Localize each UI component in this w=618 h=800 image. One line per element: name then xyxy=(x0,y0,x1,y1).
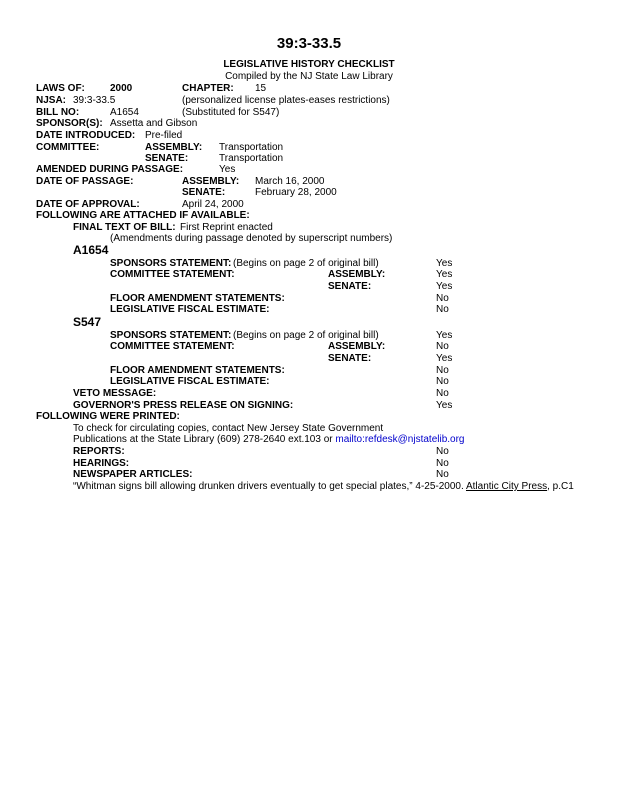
s547-sponsors-note: (Begins on page 2 of original bill) xyxy=(233,330,379,341)
bill-no-label: BILL NO: xyxy=(36,107,80,118)
passage-assembly-label: ASSEMBLY: xyxy=(182,176,240,187)
committee-assembly-label: ASSEMBLY: xyxy=(145,142,203,153)
email-link[interactable]: mailto:refdesk@njstatelib.org xyxy=(335,434,465,445)
njsa-label: NJSA: xyxy=(36,95,67,106)
chapter-label: CHAPTER: xyxy=(182,83,234,94)
article-page: , p.C1 xyxy=(547,481,574,492)
approval-value: April 24, 2000 xyxy=(182,199,244,210)
s547-sponsors-value: Yes xyxy=(436,330,453,341)
newspaper-value: No xyxy=(436,469,449,480)
approval-label: DATE OF APPROVAL: xyxy=(36,199,140,210)
sponsors-label: SPONSOR(S): xyxy=(36,118,103,129)
sponsors-value: Assetta and Gibson xyxy=(110,118,198,129)
final-text-label: FINAL TEXT OF BILL: xyxy=(73,222,176,233)
s547-sponsors-label: SPONSORS STATEMENT: xyxy=(110,330,232,341)
amended-label: AMENDED DURING PASSAGE: xyxy=(36,164,184,175)
veto-value: No xyxy=(436,388,449,399)
s547-floor-label: FLOOR AMENDMENT STATEMENTS: xyxy=(110,365,285,376)
laws-of-label: LAWS OF: xyxy=(36,83,85,94)
committee-label: COMMITTEE: xyxy=(36,142,100,153)
njsa-note: (personalized license plates-eases restrictions) xyxy=(182,95,390,106)
passage-label: DATE OF PASSAGE: xyxy=(36,176,134,187)
passage-senate-value: February 28, 2000 xyxy=(255,187,337,198)
hearings-value: No xyxy=(436,458,449,469)
committee-senate-label: SENATE: xyxy=(145,153,189,164)
hearings-label: HEARINGS: xyxy=(73,458,130,469)
amended-value: Yes xyxy=(219,164,236,175)
printed-contact-line1: To check for circulating copies, contact New Jersey State Government xyxy=(73,423,384,434)
a1654-committee-assembly-value: Yes xyxy=(436,269,453,280)
committee-assembly-value: Transportation xyxy=(219,142,284,153)
a1654-floor-label: FLOOR AMENDMENT STATEMENTS: xyxy=(110,293,285,304)
printed-contact-text: Publications at the State Library (609) 278-2640 ext.103 or xyxy=(73,434,336,445)
a1654-fiscal-label: LEGISLATIVE FISCAL ESTIMATE: xyxy=(110,304,270,315)
reports-value: No xyxy=(436,446,449,457)
final-text-value: First Reprint enacted xyxy=(180,222,273,233)
printed-contact-line2 xyxy=(73,434,465,446)
bill-substitution-note: (Substituted for S547) xyxy=(182,107,280,118)
a1654-heading: A1654 xyxy=(73,243,109,257)
a1654-committee-label: COMMITTEE STATEMENT: xyxy=(110,269,235,280)
s547-committee-assembly-label: ASSEMBLY: xyxy=(328,341,386,352)
a1654-committee-senate-value: Yes xyxy=(436,281,453,292)
s547-heading: S547 xyxy=(73,315,102,329)
a1654-committee-senate-label: SENATE: xyxy=(328,281,372,292)
statute-heading: 39:3-33.5 xyxy=(276,35,342,52)
compiled-by: Compiled by the NJ State Law Library xyxy=(225,71,393,82)
s547-committee-senate-value: Yes xyxy=(436,353,453,364)
veto-label: VETO MESSAGE: xyxy=(73,388,157,399)
amendment-note: (Amendments during passage denoted by superscript numbers) xyxy=(110,233,393,244)
passage-senate-label: SENATE: xyxy=(182,187,226,198)
s547-committee-label: COMMITTEE STATEMENT: xyxy=(110,341,235,352)
article-text: “Whitman signs bill allowing drunken drivers eventually to get special plates,” 4-25-2000. xyxy=(73,481,466,492)
attached-heading: FOLLOWING ARE ATTACHED IF AVAILABLE: xyxy=(36,210,250,221)
chapter-value: 15 xyxy=(255,83,267,94)
a1654-committee-assembly-label: ASSEMBLY: xyxy=(328,269,386,280)
a1654-sponsors-note: (Begins on page 2 of original bill) xyxy=(233,258,379,269)
a1654-sponsors-label: SPONSORS STATEMENT: xyxy=(110,258,232,269)
a1654-fiscal-value: No xyxy=(436,304,449,315)
printed-heading: FOLLOWING WERE PRINTED: xyxy=(36,411,180,422)
s547-fiscal-value: No xyxy=(436,376,449,387)
bill-no-value: A1654 xyxy=(110,107,139,118)
press-release-label: GOVERNOR'S PRESS RELEASE ON SIGNING: xyxy=(73,400,294,411)
laws-of-value: 2000 xyxy=(110,83,133,94)
reports-label: REPORTS: xyxy=(73,446,125,457)
article-source: Atlantic City Press xyxy=(465,481,548,492)
introduced-value: Pre-filed xyxy=(145,130,183,141)
committee-senate-value: Transportation xyxy=(219,153,284,164)
a1654-floor-value: No xyxy=(436,293,449,304)
checklist-title: LEGISLATIVE HISTORY CHECKLIST xyxy=(223,59,395,70)
njsa-value: 39:3-33.5 xyxy=(73,95,116,106)
introduced-label: DATE INTRODUCED: xyxy=(36,130,136,141)
s547-fiscal-label: LEGISLATIVE FISCAL ESTIMATE: xyxy=(110,376,270,387)
newspaper-label: NEWSPAPER ARTICLES: xyxy=(73,469,193,480)
a1654-sponsors-value: Yes xyxy=(436,258,453,269)
passage-assembly-value: March 16, 2000 xyxy=(255,176,325,187)
s547-committee-assembly-value: No xyxy=(436,341,449,352)
s547-committee-senate-label: SENATE: xyxy=(328,353,372,364)
press-release-value: Yes xyxy=(436,400,453,411)
s547-floor-value: No xyxy=(436,365,449,376)
newspaper-article xyxy=(73,481,574,493)
